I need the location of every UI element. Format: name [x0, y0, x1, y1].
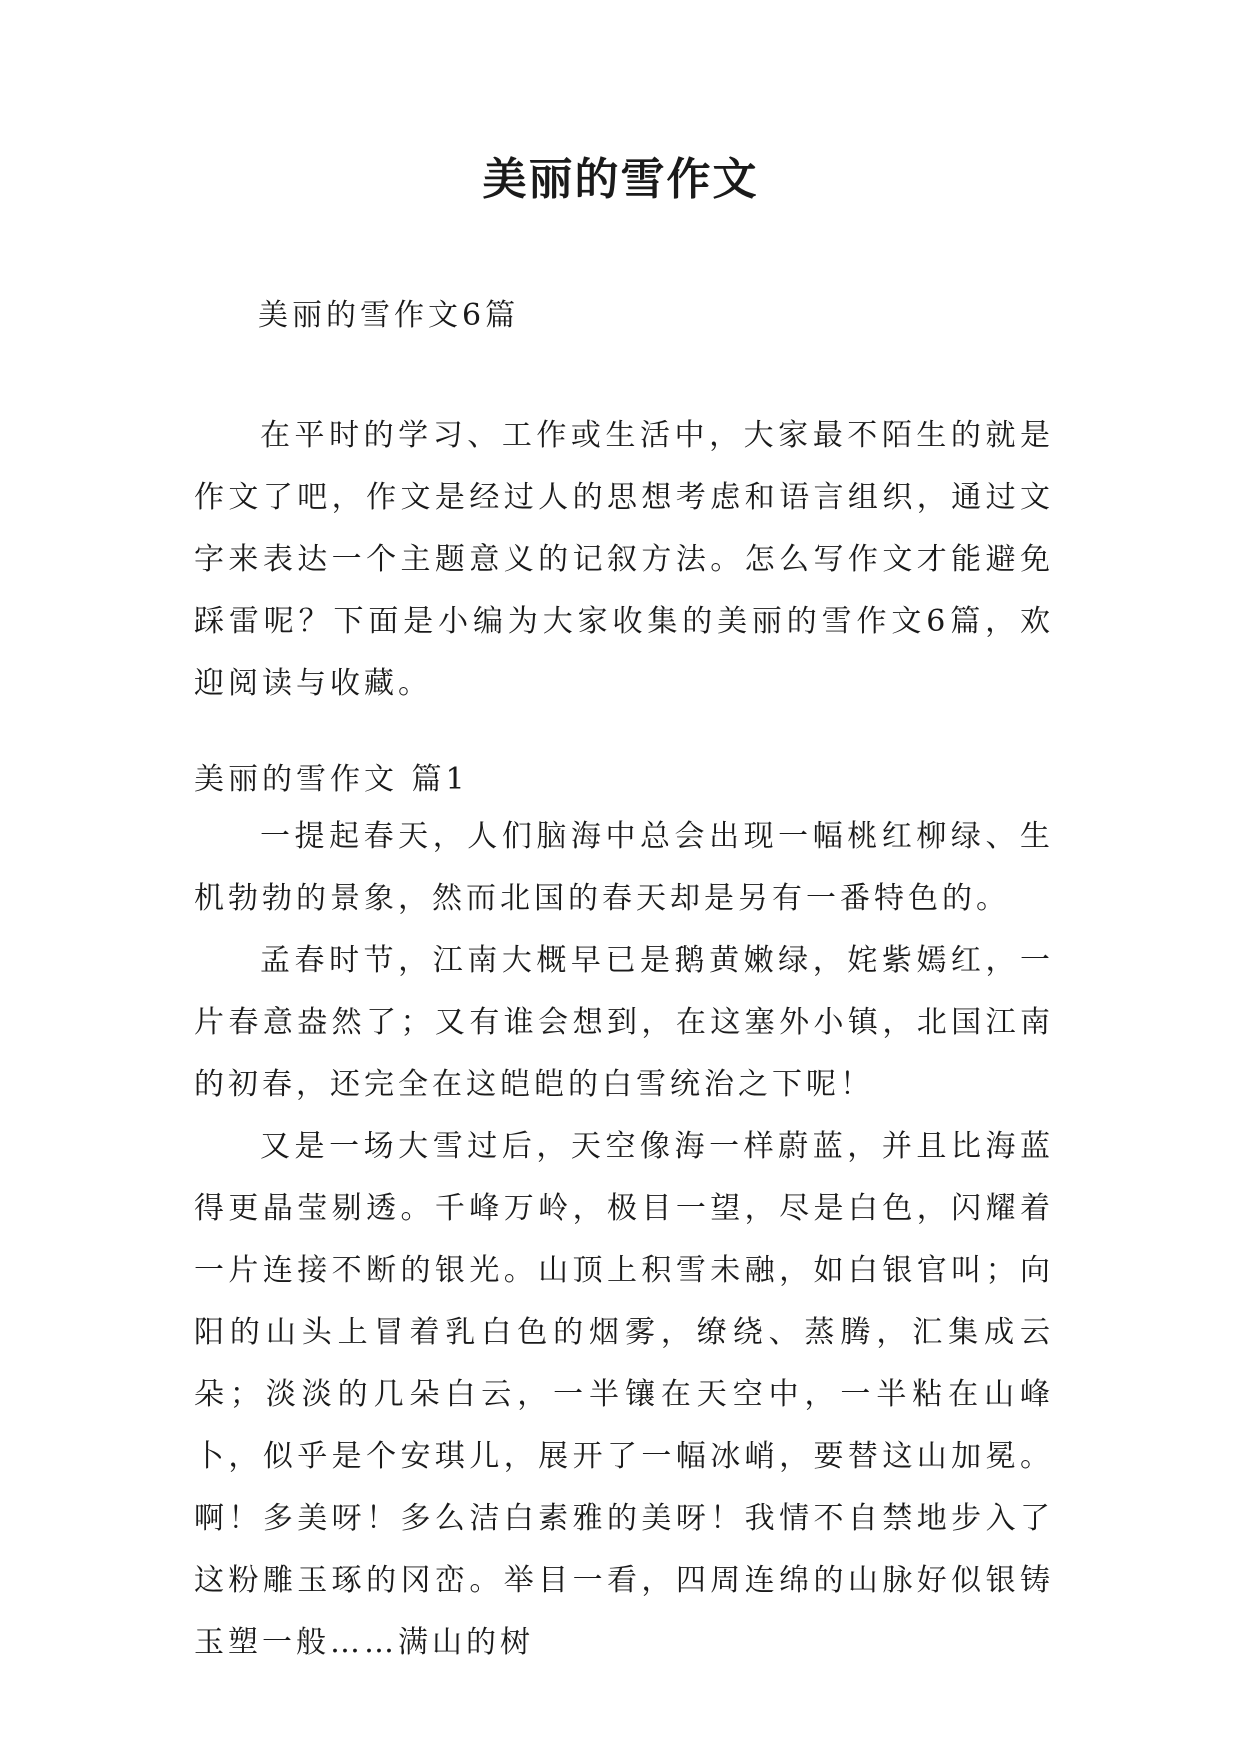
- document-title: 美丽的雪作文: [482, 154, 759, 205]
- body-paragraph-1: 一提起春天，人们脑海中总会出现一幅桃红柳绿、生机勃勃的景象，然而北国的春天却是另有一番特色的。: [194, 819, 1054, 916]
- intro-paragraph: 在平时的学习、工作或生活中，大家最不陌生的就是作文了吧，作文是经过人的思想考虑和语言组织，通过文字来表达一个主题意义的记叙方法。怎么写作文才能避免踩雷呢？下面是小编为大家收集的美丽的雪作文6篇，欢迎阅读与收藏。: [194, 418, 1054, 701]
- section-heading: 美丽的雪作文 篇1: [194, 762, 469, 797]
- body-paragraph-2: 孟春时节，江南大概早已是鹅黄嫩绿，姹紫嫣红，一片春意盎然了；又有谁会想到，在这塞外小镇，北国江南的初春，还完全在这皑皑的白雪统治之下呢！: [194, 943, 1054, 1102]
- body-paragraph-3: 又是一场大雪过后，天空像海一样蔚蓝，并且比海蓝得更晶莹剔透。千峰万岭，极目一望，尽是白色，闪耀着一片连接不断的银光。山顶上积雪未融，如白银官叫；向阳的山头上冒着乳白色的烟雾，缭绕、蒸腾，汇集成云朵；淡淡的几朵白云，一半镶在天空中，一半粘在山峰卜，似乎是个安琪儿，展开了一幅冰峭，要替这山加冕。啊！多美呀！多么洁白素雅的美呀！我情不自禁地步入了这粉雕玉琢的冈峦。举目一看，四周连绵的山脉好似银铸玉塑一般……满山的树: [194, 1129, 1054, 1660]
- document-subtitle: 美丽的雪作文6篇: [258, 298, 520, 333]
